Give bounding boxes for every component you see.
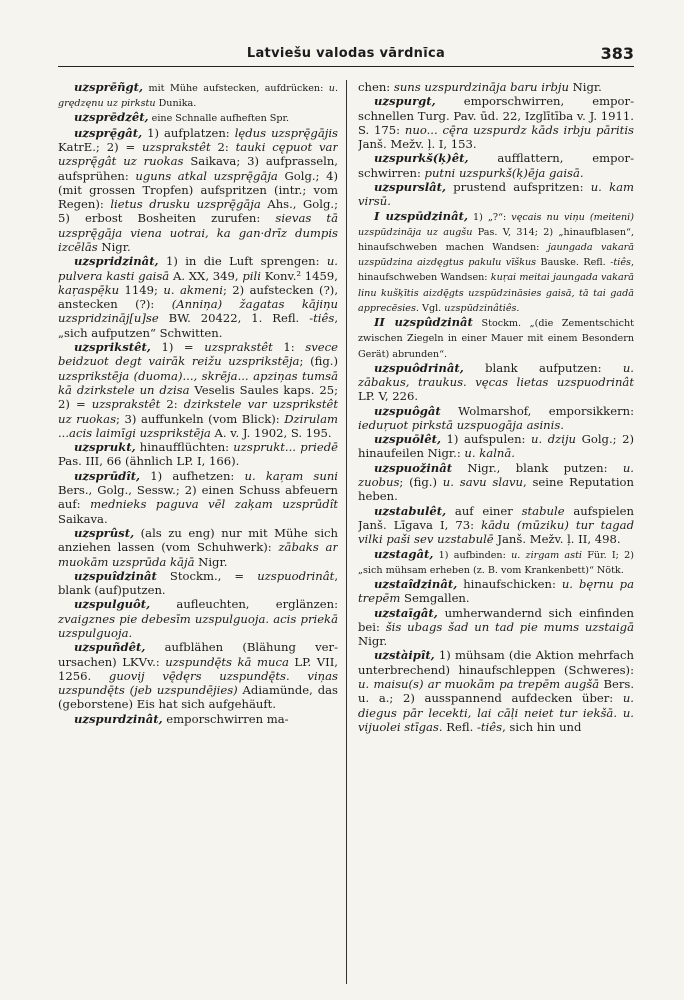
dictionary-entry	[358, 404, 634, 433]
example-text: u. kam virsū.	[358, 180, 634, 209]
left-column	[58, 80, 338, 994]
example-text: kādu (mūziku) tur tagad vilki paši sev uzstabulē	[358, 517, 634, 547]
example-text: u. zuobus	[358, 460, 634, 490]
headword: uzspuožinât	[374, 460, 453, 475]
example-text: nuo... cę̄ra uzspurdz kāds irbju pāritis	[404, 122, 634, 137]
headword: uzspuôgât	[374, 403, 441, 418]
gloss-text: Für. I; 2) „sich mühsam erheben (z. B. vom Krankenbett)“ Nötk.	[358, 549, 634, 576]
gloss-text: eine Schnalle aufheften Spr.	[148, 113, 290, 125]
example-text: vęcais nu viņu (meiteni) uzspūdzināja uz augšu	[358, 211, 634, 238]
headword: uzspulguôt,	[74, 597, 151, 612]
gloss-text: Pas. III, 66 (ähnlich LP. I, 166).	[58, 454, 240, 469]
dictionary-entry	[58, 526, 338, 569]
gloss-text: 1) in die Luft sprengen:	[158, 254, 327, 269]
dictionary-entry	[58, 597, 338, 640]
example-text: u. diegus pār lecekti, lai cāļi neiet tur iekšā. u. vijuolei stīgas.	[358, 691, 634, 734]
dictionary-entry	[358, 432, 634, 461]
gloss-text: , „sich aufputzen“ Schwitten.	[58, 311, 338, 340]
headword: uzstaīgât,	[374, 605, 438, 620]
gloss-text: umherwandernd sich einfinden bei:	[358, 605, 634, 634]
dictionary-entry	[358, 361, 634, 404]
example-text: u. pulvera kasti gaisā	[58, 254, 338, 283]
example-text: uzspūdzinâtiês.	[444, 302, 520, 314]
dictionary-entry	[358, 577, 634, 606]
headword: uzsprûst,	[74, 525, 135, 540]
gloss-text: 1) aufhetzen:	[140, 468, 245, 483]
example-text: uzsprakstêt	[204, 340, 273, 355]
example-text: zābaks ar muokām uzsprūda kājā	[58, 540, 338, 569]
example-text: jaungada vakarā uzspūdzina aizdęgtus pakulu vīškus	[358, 242, 634, 269]
example-text: lędus uzsprę̄gājis	[234, 125, 338, 140]
gloss-text: Nigr.	[97, 239, 131, 254]
example-text: dzirkstele var uzsprikstêt uz ruokas	[58, 397, 338, 426]
headword: uzspuîdzinât	[74, 568, 157, 583]
gloss-text: Golg.; 2) hinaufeilen Nigr.:	[358, 432, 634, 461]
example-text: suns uzspurdzināja baru irbju	[393, 80, 569, 94]
gloss-text: hinaufflüchten:	[135, 440, 234, 455]
example-text: kuŗai meitai jaungada vakarā linu kušķītis aizdę̄gts uzspūdzināsies gaisā, tā tai gadā apprecēsies.	[358, 272, 634, 314]
page-number: 383	[600, 44, 634, 63]
gloss-text: Refl.	[442, 719, 477, 734]
example-text: uzsprikstēja (duoma)..., skrēja... apziņas tumsā kā dzirkstele un dzisa	[58, 368, 338, 397]
example-text: uzspundę̄ts kā muca	[165, 654, 289, 669]
example-text: uzsprakstêt	[142, 139, 211, 154]
gloss-text: Veselis Saules kaps. 25; 2) =	[58, 382, 338, 412]
dictionary-entry	[58, 126, 338, 255]
example-text: ieduŗuot pirkstā uzspuogāja asinis.	[358, 417, 564, 432]
dictionary-entry	[58, 340, 338, 440]
gloss-text: Vgl.	[418, 302, 445, 314]
headword: uzspuñdêt,	[74, 640, 146, 655]
headword: uzstaîdzinât,	[374, 576, 458, 591]
gloss-text: Saikava; 3) aufprasseln, aufsprühen:	[58, 154, 338, 183]
gloss-text: Nigr.	[358, 634, 388, 649]
gloss-text: aufspielen Janš. Līgava I, 73:	[358, 503, 634, 532]
gloss-text: Nigr.	[568, 80, 602, 94]
example-text: uzsprakstêt	[91, 397, 161, 412]
gloss-text: ; (fig.)	[299, 354, 338, 369]
gloss-text: Stockm. „(die Zementschicht zwischen Ziegeln in einer Mauer mit einem Besondern Gerät) abrunden“.	[358, 318, 634, 360]
gloss-text: mit Mühe aufstecken, aufdrücken:	[143, 83, 329, 94]
gloss-text: , seine Reputation heben.	[358, 475, 634, 504]
gloss-text: auf einer	[446, 503, 522, 518]
example-text: -tiês	[610, 257, 631, 269]
example-text: uzsprukt... priedē	[233, 440, 338, 455]
gloss-text: LP. V, 226.	[358, 389, 419, 404]
gloss-text: emporschwirren, emporschnellen Turg. Pav. ūd. 22, Izglītība v. J. 1911. S. 175:	[358, 94, 634, 137]
dictionary-entry	[58, 440, 338, 469]
example-text: stabule	[521, 503, 565, 518]
dictionary-entry	[358, 547, 634, 577]
example-text: -tiês	[476, 719, 503, 734]
right-column	[358, 80, 634, 994]
gloss-text: , blank (auf)putzen.	[58, 568, 338, 598]
gloss-text: Nigr.	[194, 554, 228, 569]
example-text: pili	[242, 268, 261, 283]
example-text: uguns atkal uzsprę̄gāja	[135, 168, 278, 183]
gloss-text: ; 2) aufstecken (?), anstecken (?):	[58, 282, 338, 312]
example-text: sievas tā uzsprę̄gāja viena uotrai, ka gan·drīz dumpis izcēlās	[58, 211, 338, 254]
example-text: lietus drusku uzsprę̄gāja	[110, 197, 261, 212]
example-text: u. kalnā.	[464, 446, 515, 461]
gloss-text: BW. 20422, 1. Refl.	[158, 311, 310, 326]
headword: uzsprę̄gât,	[74, 125, 143, 140]
gloss-text: aufflattern, emporschwirren:	[358, 151, 634, 180]
headword: uzsprikstêt,	[74, 340, 151, 355]
gloss-text: Ahs., Golg.; 5) erbost Bosheiten zurufen:	[58, 197, 338, 226]
gloss-text: Adiamünde, das (geborstene) Eis hat sich aufgehäuft.	[58, 683, 338, 712]
example-text: šis ubags šad un tad pie mums uzstaigā	[385, 619, 634, 634]
example-text: zvaigznes pie debesīm uzspulguoja. acis priekā uzspulguoja.	[58, 611, 338, 640]
gloss-text: aufblähen (Blähung verursachen) LKVv.:	[58, 640, 338, 669]
gloss-text: Nigr., blank putzen:	[452, 460, 623, 475]
column-divider	[346, 80, 347, 984]
dictionary-entry	[58, 110, 338, 125]
dictionary-entry	[58, 254, 338, 340]
dictionary-entry	[358, 94, 634, 151]
gloss-text: Konv.² 1459,	[260, 268, 338, 283]
gloss-text: ; 3) auffunkeln (vom Blick):	[116, 411, 285, 426]
example-text: guovij vę̄dęrs uzspundę̄ts. viņas uzspundę̄ts (jeb uzspundējies)	[58, 668, 338, 698]
headword: uzsprēdzêt,	[74, 110, 149, 125]
example-text: u. bęrnu pa trepēm	[358, 576, 634, 606]
example-text: u. kaŗam suni	[244, 468, 338, 483]
gloss-text: Bers., Golg., Sessw.; 2) einen Schuss abfeuern auf:	[58, 483, 338, 512]
example-text: svece beidzuot degt vairāk reižu uzsprikstēja	[58, 340, 338, 369]
example-text: -tiês	[309, 311, 335, 326]
headword: uzsprēñgt,	[74, 80, 144, 94]
headword: uzstagât,	[374, 546, 434, 561]
gloss-text: Wolmarshof, emporsikkern:	[440, 403, 634, 418]
gloss-text: (als zu eng) nur mit Mühe sich anziehen lassen (vom Schuhwerk):	[58, 525, 338, 555]
gloss-text: 2:	[210, 139, 236, 154]
gloss-text: Stockm., =	[156, 568, 258, 583]
gloss-text: 1) aufplatzen:	[142, 125, 235, 140]
gloss-text: Bers. u. a.; 2) ausspannend aufdecken über:	[358, 677, 634, 706]
example-text: tauki cępuot var uzsprę̄gât uz ruokas	[58, 139, 338, 169]
gloss-text: Golg.; 4) (mit grossen Tropfen) aufspritzen (intr.; vom Regen):	[58, 168, 338, 212]
headword: uzstàipît,	[374, 648, 435, 663]
dictionary-entry	[58, 640, 338, 711]
dictionary-entry	[358, 315, 634, 361]
dictionary-entry	[358, 151, 634, 180]
headword: uzsprukt,	[74, 440, 136, 455]
gloss-text: A. v. J. 1902, S. 195.	[210, 425, 332, 440]
example-text: u. zābakus, traukus. vęcas lietas uzspuodrinât	[358, 360, 634, 389]
example-text: (Anniņa) žagatas kājiņu uzspridzināj[u]se	[58, 297, 338, 326]
dictionary-entry	[358, 606, 634, 649]
gloss-text: ; (fig.)	[399, 475, 443, 490]
dictionary-entry	[358, 461, 634, 504]
gloss-text: Janš. Mežv. ļ. II, 498.	[493, 532, 621, 547]
gloss-text: emporschwirren ma-	[162, 711, 289, 726]
headword: uzspuôdrinât,	[374, 360, 464, 375]
gloss-text: 1:	[272, 340, 306, 355]
example-text: Dzirulam ...acis laimīgi uzsprikstēja	[58, 411, 338, 440]
gloss-text: 1) „?“:	[467, 211, 512, 223]
gloss-text: chen:	[358, 80, 394, 94]
gloss-text: Bauske. Refl.	[536, 257, 611, 269]
example-text: u. zirgam asti	[511, 549, 582, 561]
headword: uzsprūdît,	[74, 468, 141, 483]
gloss-text: , hinaufschweben Wandsen:	[358, 257, 634, 284]
gloss-text: 1149;	[119, 282, 164, 297]
headword: uzspurdzinât,	[74, 711, 163, 726]
example-text: uzspuodrinât	[257, 568, 335, 583]
gloss-text: blank aufputzen:	[463, 360, 623, 375]
example-text: u. savu slavu	[442, 475, 523, 490]
example-text: mednieks paguva vēl zaķam uzsprūdît	[90, 497, 338, 512]
gloss-text: 1) =	[150, 340, 205, 355]
dictionary-entry	[358, 648, 634, 734]
headword: uzspuōlêt,	[374, 432, 441, 447]
example-text: putni uzspurkš(ķ)ēja gaisā.	[424, 165, 584, 180]
dictionary-entry	[358, 80, 634, 94]
gloss-text: 1) aufspulen:	[440, 432, 532, 447]
headword: I uzspūdzinât,	[374, 208, 468, 223]
dictionary-entry	[58, 569, 338, 598]
gloss-text: LP. VII, 1256.	[58, 654, 338, 683]
headword: uzspurgt,	[374, 94, 436, 109]
headword: uzspurkš(ķ)êt,	[374, 151, 469, 166]
gloss-text: 1) aufbinden:	[433, 549, 512, 561]
dictionary-entry	[358, 180, 634, 209]
gloss-text: Semgallen.	[400, 591, 470, 606]
headword: uzstabulêt,	[374, 503, 447, 518]
gloss-text: Dunika.	[155, 98, 197, 110]
dictionary-entry	[58, 712, 338, 726]
dictionary-entry	[58, 469, 338, 526]
gloss-text: prustend aufspritzen:	[446, 180, 591, 195]
headword: uzspurslât,	[374, 180, 447, 195]
dictionary-entry	[58, 80, 338, 110]
headword: uzspridzinât,	[74, 254, 159, 269]
example-text: kaŗaspē̦ku	[58, 282, 120, 297]
headword: II uzspûdzinât	[374, 315, 473, 330]
example-text: u. dziju	[531, 432, 577, 447]
gloss-text: , sich hin und	[502, 719, 582, 734]
gloss-text: A. XX, 349,	[169, 268, 243, 283]
gloss-text: 1) mühsam (die Aktion mehrfach unterbrechend) hinaufschleppen (Schweres):	[358, 648, 634, 677]
gloss-text: Pas. V, 314; 2) „hinaufblasen“, hinaufschweben machen Wandsen:	[358, 226, 634, 254]
example-text: u. akmeni	[163, 282, 223, 297]
dictionary-entry	[358, 504, 634, 547]
gloss-text: 2:	[160, 397, 184, 412]
example-text: u. grędzęnu uz pirkstu	[58, 83, 338, 110]
gloss-text: Saikava.	[58, 511, 108, 526]
running-header	[58, 44, 634, 67]
running-title: Latviešu valodas vārdnīca	[246, 46, 446, 61]
gloss-text: KatrE.; 2) =	[58, 139, 143, 154]
example-text: u. maisu(s) ar muokām pa trepēm augšā	[358, 677, 600, 692]
gloss-text: Janš. Mežv. ļ. I, 153.	[358, 137, 477, 152]
dictionary-entry	[358, 209, 634, 315]
gloss-text: hinaufschicken:	[457, 576, 562, 591]
gloss-text: aufleuchten, erglänzen:	[150, 597, 338, 612]
